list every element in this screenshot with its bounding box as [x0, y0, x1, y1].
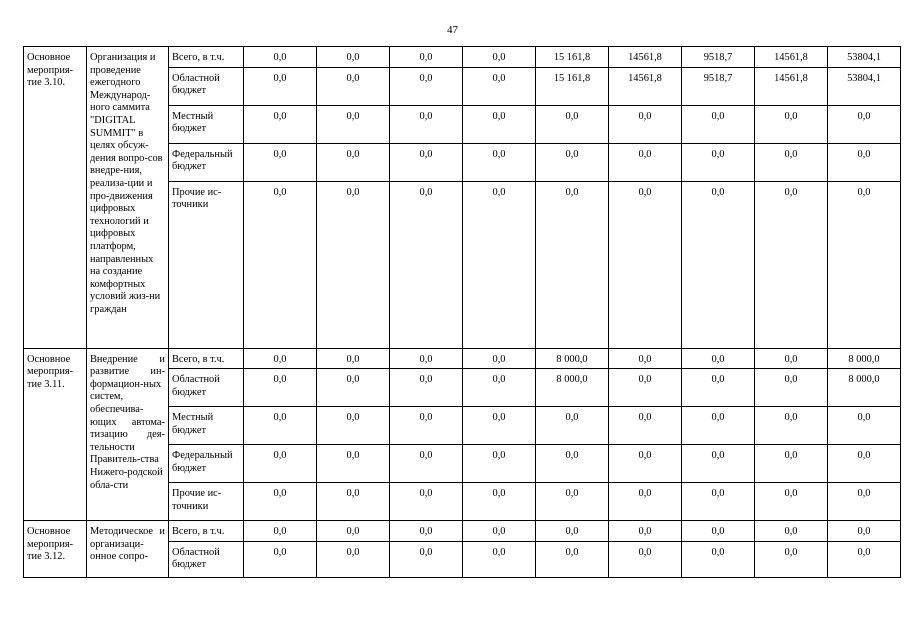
budget-table — [23, 46, 901, 578]
value-cell: 0,0 — [755, 348, 828, 369]
event-description-cell: Методическое и организаци-онное сопро- — [87, 521, 169, 578]
value-cell: 0,0 — [536, 541, 609, 577]
value-cell: 14561,8 — [755, 67, 828, 105]
value-cell: 0,0 — [317, 67, 390, 105]
value-cell: 0,0 — [536, 521, 609, 542]
value-cell: 0,0 — [755, 445, 828, 483]
value-cell: 0,0 — [609, 105, 682, 143]
value-cell: 0,0 — [755, 541, 828, 577]
value-cell: 14561,8 — [609, 67, 682, 105]
value-cell: 0,0 — [463, 521, 536, 542]
value-cell: 0,0 — [682, 445, 755, 483]
value-cell: 0,0 — [390, 445, 463, 483]
value-cell: 0,0 — [317, 369, 390, 407]
funding-source-cell: Областной бюджет — [169, 369, 244, 407]
value-cell: 0,0 — [390, 67, 463, 105]
value-cell: 0,0 — [682, 483, 755, 521]
value-cell: 0,0 — [755, 369, 828, 407]
value-cell: 0,0 — [609, 181, 682, 348]
funding-source-cell: Прочие ис-точники — [169, 483, 244, 521]
funding-source-cell: Местный бюджет — [169, 407, 244, 445]
value-cell: 0,0 — [390, 541, 463, 577]
value-cell: 0,0 — [682, 407, 755, 445]
value-cell: 0,0 — [828, 445, 901, 483]
funding-source-cell: Всего, в т.ч. — [169, 521, 244, 542]
value-cell: 0,0 — [244, 541, 317, 577]
value-cell: 0,0 — [244, 483, 317, 521]
table-row — [24, 521, 901, 542]
value-cell: 0,0 — [317, 407, 390, 445]
value-cell: 0,0 — [828, 143, 901, 181]
funding-source-cell: Федеральный бюджет — [169, 445, 244, 483]
value-cell: 9518,7 — [682, 67, 755, 105]
value-cell: 0,0 — [828, 521, 901, 542]
value-cell: 0,0 — [609, 483, 682, 521]
value-cell: 15 161,8 — [536, 47, 609, 68]
value-cell: 0,0 — [244, 181, 317, 348]
value-cell: 0,0 — [244, 445, 317, 483]
value-cell: 0,0 — [609, 445, 682, 483]
value-cell: 0,0 — [390, 143, 463, 181]
funding-source-cell: Прочие ис-точники — [169, 181, 244, 348]
value-cell: 0,0 — [390, 181, 463, 348]
value-cell: 0,0 — [244, 105, 317, 143]
value-cell: 0,0 — [463, 348, 536, 369]
value-cell: 0,0 — [463, 143, 536, 181]
value-cell: 0,0 — [390, 348, 463, 369]
value-cell: 0,0 — [828, 483, 901, 521]
value-cell: 0,0 — [317, 521, 390, 542]
value-cell: 0,0 — [390, 521, 463, 542]
value-cell: 0,0 — [317, 47, 390, 68]
value-cell: 14561,8 — [609, 47, 682, 68]
value-cell: 0,0 — [317, 541, 390, 577]
value-cell: 0,0 — [755, 407, 828, 445]
value-cell: 0,0 — [536, 105, 609, 143]
value-cell: 0,0 — [463, 181, 536, 348]
value-cell: 14561,8 — [755, 47, 828, 68]
value-cell: 0,0 — [609, 407, 682, 445]
value-cell: 0,0 — [390, 369, 463, 407]
value-cell: 0,0 — [463, 483, 536, 521]
value-cell: 8 000,0 — [828, 369, 901, 407]
value-cell: 0,0 — [609, 348, 682, 369]
value-cell: 0,0 — [609, 369, 682, 407]
value-cell: 8 000,0 — [536, 348, 609, 369]
value-cell: 9518,7 — [682, 47, 755, 68]
value-cell: 0,0 — [682, 143, 755, 181]
value-cell: 0,0 — [317, 483, 390, 521]
value-cell: 0,0 — [463, 369, 536, 407]
value-cell: 0,0 — [536, 143, 609, 181]
value-cell: 0,0 — [609, 521, 682, 542]
value-cell: 0,0 — [755, 105, 828, 143]
page-number: 47 — [447, 24, 458, 36]
funding-source-cell: Областной бюджет — [169, 67, 244, 105]
value-cell: 0,0 — [536, 407, 609, 445]
value-cell: 8 000,0 — [536, 369, 609, 407]
value-cell: 0,0 — [536, 445, 609, 483]
value-cell: 0,0 — [463, 445, 536, 483]
value-cell: 0,0 — [244, 521, 317, 542]
funding-source-cell: Местный бюджет — [169, 105, 244, 143]
value-cell: 53804,1 — [828, 67, 901, 105]
value-cell: 0,0 — [536, 483, 609, 521]
value-cell: 0,0 — [682, 348, 755, 369]
value-cell: 0,0 — [317, 105, 390, 143]
value-cell: 0,0 — [755, 521, 828, 542]
value-cell: 0,0 — [244, 407, 317, 445]
value-cell: 0,0 — [755, 181, 828, 348]
value-cell: 53804,1 — [828, 47, 901, 68]
value-cell: 15 161,8 — [536, 67, 609, 105]
value-cell: 0,0 — [244, 47, 317, 68]
value-cell: 0,0 — [463, 541, 536, 577]
funding-source-cell: Областной бюджет — [169, 541, 244, 577]
value-cell: 0,0 — [828, 407, 901, 445]
value-cell: 0,0 — [244, 143, 317, 181]
funding-source-cell: Федеральный бюджет — [169, 143, 244, 181]
value-cell: 0,0 — [244, 348, 317, 369]
value-cell: 0,0 — [463, 67, 536, 105]
value-cell: 0,0 — [682, 369, 755, 407]
event-description-cell: Организация и проведение ежегодного Международ-ного саммита "DIGITAL SUMMIT" в целях обсуж-дения вопро-сов внедре-ния, реализа-ции и про-движения цифровых технологий и цифровых платформ, направленных на создание комфортных условий жиз-ни граждан — [87, 47, 169, 349]
event-name-cell: Основное мероприя-тие 3.10. — [24, 47, 87, 349]
event-name-cell: Основное мероприя-тие 3.12. — [24, 521, 87, 578]
value-cell: 0,0 — [390, 407, 463, 445]
value-cell: 0,0 — [390, 47, 463, 68]
funding-source-cell: Всего, в т.ч. — [169, 47, 244, 68]
value-cell: 0,0 — [317, 445, 390, 483]
value-cell: 0,0 — [390, 483, 463, 521]
value-cell: 0,0 — [755, 143, 828, 181]
value-cell: 8 000,0 — [828, 348, 901, 369]
value-cell: 0,0 — [828, 105, 901, 143]
value-cell: 0,0 — [828, 181, 901, 348]
value-cell: 0,0 — [536, 181, 609, 348]
value-cell: 0,0 — [317, 348, 390, 369]
value-cell: 0,0 — [755, 483, 828, 521]
value-cell: 0,0 — [463, 407, 536, 445]
table-row — [24, 348, 901, 369]
value-cell: 0,0 — [244, 369, 317, 407]
value-cell: 0,0 — [682, 541, 755, 577]
value-cell: 0,0 — [317, 143, 390, 181]
value-cell: 0,0 — [317, 181, 390, 348]
value-cell: 0,0 — [682, 521, 755, 542]
value-cell: 0,0 — [682, 181, 755, 348]
value-cell: 0,0 — [463, 47, 536, 68]
funding-source-cell: Всего, в т.ч. — [169, 348, 244, 369]
value-cell: 0,0 — [244, 67, 317, 105]
table-row — [24, 47, 901, 68]
event-description-cell: Внедрение и развитие ин-формацион-ных систем, обеспечива-ющих автома-тизацию дея-тельности Правитель-ства Нижего-родской обла-сти — [87, 348, 169, 521]
value-cell: 0,0 — [828, 541, 901, 577]
value-cell: 0,0 — [463, 105, 536, 143]
event-name-cell: Основное мероприя-тие 3.11. — [24, 348, 87, 521]
value-cell: 0,0 — [609, 143, 682, 181]
value-cell: 0,0 — [682, 105, 755, 143]
value-cell: 0,0 — [609, 541, 682, 577]
value-cell: 0,0 — [390, 105, 463, 143]
